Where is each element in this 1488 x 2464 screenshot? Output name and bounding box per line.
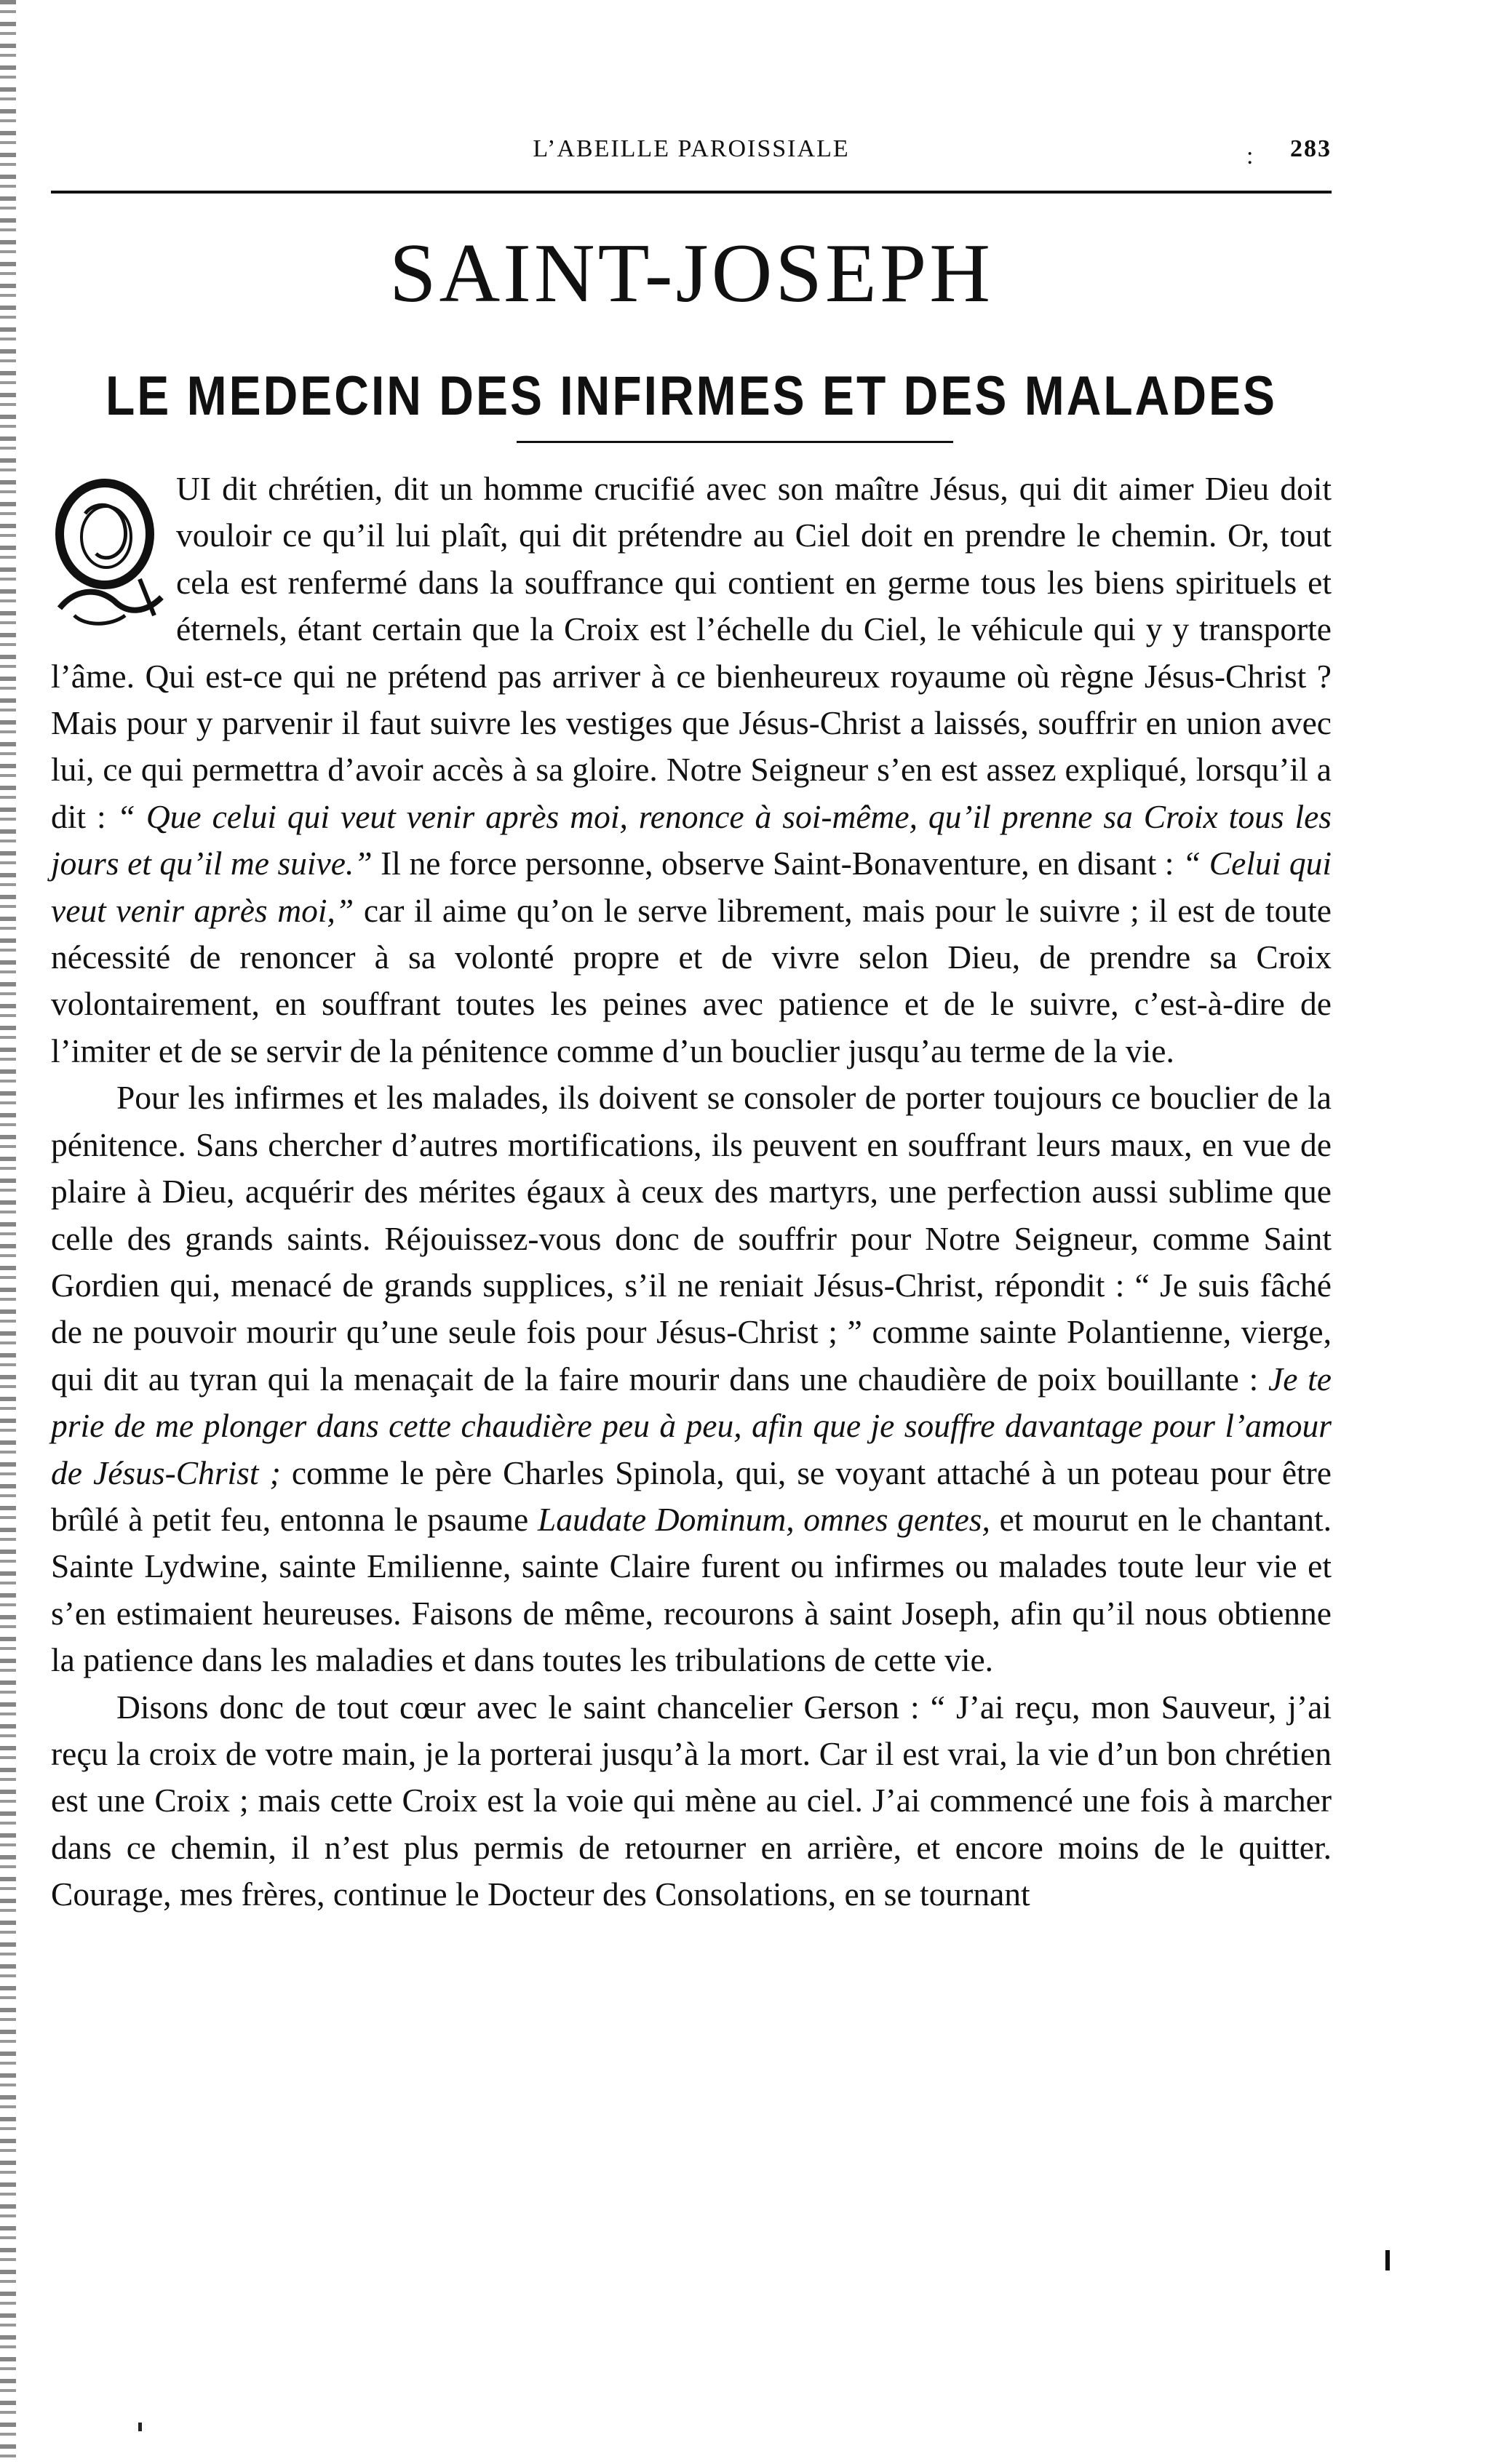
header-rule	[51, 191, 1332, 194]
margin-mark	[1385, 2250, 1390, 2270]
paragraph-3	[51, 1684, 1332, 1918]
ornamental-q-icon	[45, 470, 169, 634]
page-number: 283	[1290, 135, 1332, 162]
ink-speck	[138, 2423, 142, 2431]
paragraph-2-quote-1: Je te prie de me plonger dans cette chaudière peu à peu, afin que je souffre davantage pour l’amour de Jésus-Christ ;	[51, 1360, 1332, 1491]
paragraph-1-quote-1: “ Que celui qui veut venir après moi, renonce à soi-même, qu’il prenne sa Croix tous les jours et qu’il me suive.”	[51, 797, 1332, 882]
title-rule	[517, 441, 953, 443]
paragraph-2	[51, 1074, 1332, 1683]
paragraph-3-text-a: Disons donc de tout cœur avec le saint chancelier Gerson : “ J’ai reçu, mon Sauveur, j’ai reçu la croix de votre main, je la porterai jusqu’à la mort. Car il est vrai, la vie d’un bon chrétien est une Croix ; mais cette Croix est la voie qui mène au ciel. J’ai commencé une fois à marcher dans ce chemin, il n’est plus permis de retourner en arrière, et encore moins de le quitter. Courage, mes frères, continue le Docteur des Consolations, en se tournant	[51, 1688, 1332, 1913]
article-title: SAINT-JOSEPH	[389, 227, 994, 320]
drop-cap-ornament	[45, 470, 169, 634]
paragraph-2-text-a: Pour les infirmes et les malades, ils doivent se consoler de porter toujours ce bouclier de la pénitence. Sans chercher d’autres mortifications, ils peuvent en souffrant leurs maux, en vue de plaire à Dieu, acquérir des mérites égaux à ceux des martyrs, une perfection aussi sublime que celle des grands saints. Réjouissez-vous donc de souffrir pour Notre Seigneur, comme Saint Gordien qui, menacé de grands supplices, s’il ne reniait Jésus-Christ, répondit : “ Je suis fâché de ne pouvoir mourir qu’une seule fois pour Jésus-Christ ; ” comme sainte Polantienne, vierge, qui dit au tyran qui la menaçait de la faire mourir dans une chaudière de poix bouillante :	[51, 1079, 1332, 1398]
paragraph-1-quote-2: “ Celui qui veut venir après moi,”	[51, 845, 1332, 929]
article-body	[51, 466, 1332, 1918]
running-head-title: L’ABEILLE PAROISSIALE	[533, 135, 850, 162]
paragraph-1-text-b: Il ne force personne, observe Saint-Bonaventure, en disant :	[381, 845, 1174, 882]
stray-mark: :	[1246, 143, 1254, 170]
paragraph-2-text-b: comme le père Charles Spinola, qui, se voyant attaché à un poteau pour être brûlé à petit feu, entonna le psaume	[51, 1454, 1332, 1538]
article-subtitle: LE MEDECIN DES INFIRMES ET DES MALADES	[105, 364, 1278, 427]
paragraph-1-text-a: UI dit chrétien, dit un homme crucifié avec son maître Jésus, qui dit aimer Dieu doit vouloir ce qu’il lui plaît, qui dit prétendre au Ciel doit en prendre le chemin. Or, tout cela est renfermé dans la souffrance qui contient en germe tous les biens spirituels et éternels, étant certain que la Croix est l’échelle du Ciel, le véhicule qui y y transporte l’âme. Qui est-ce qui ne prétend pas arriver à ce bienheureux royaume où règne Jésus-Christ ? Mais pour y parvenir il faut suivre les vestiges que Jésus-Christ a laissés, souffrir en union avec lui, ce qui permettra d’avoir accès à sa gloire. Notre Seigneur s’en est assez expliqué, lorsqu’il a dit :	[51, 470, 1332, 835]
paragraph-1-text-c: car il aime qu’on le serve librement, mais pour le suivre ; il est de toute nécessité de renoncer à sa volonté propre et de vivre selon Dieu, de prendre sa Croix volontairement, en souffrant toutes les peines avec patience et de le suivre, c’est-à-dire de l’imiter et de se servir de la pénitence comme d’un bouclier jusqu’au terme de la vie.	[51, 891, 1332, 1069]
paragraph-2-quote-2: Laudate Dominum, omnes gentes,	[537, 1500, 990, 1538]
paragraph-2-text-c: et mourut en le chantant. Sainte Lydwine, sainte Emilienne, sainte Claire furent ou infirmes ou malades toute leur vie et s’en estimaient heureuses. Faisons de même, recourons à saint Joseph, afin qu’il nous obtienne la patience dans les maladies et dans toutes les tribulations de cette vie.	[51, 1500, 1332, 1679]
running-head	[51, 131, 1332, 175]
paragraph-1	[51, 466, 1332, 1074]
page-binding-edge	[0, 0, 16, 2464]
